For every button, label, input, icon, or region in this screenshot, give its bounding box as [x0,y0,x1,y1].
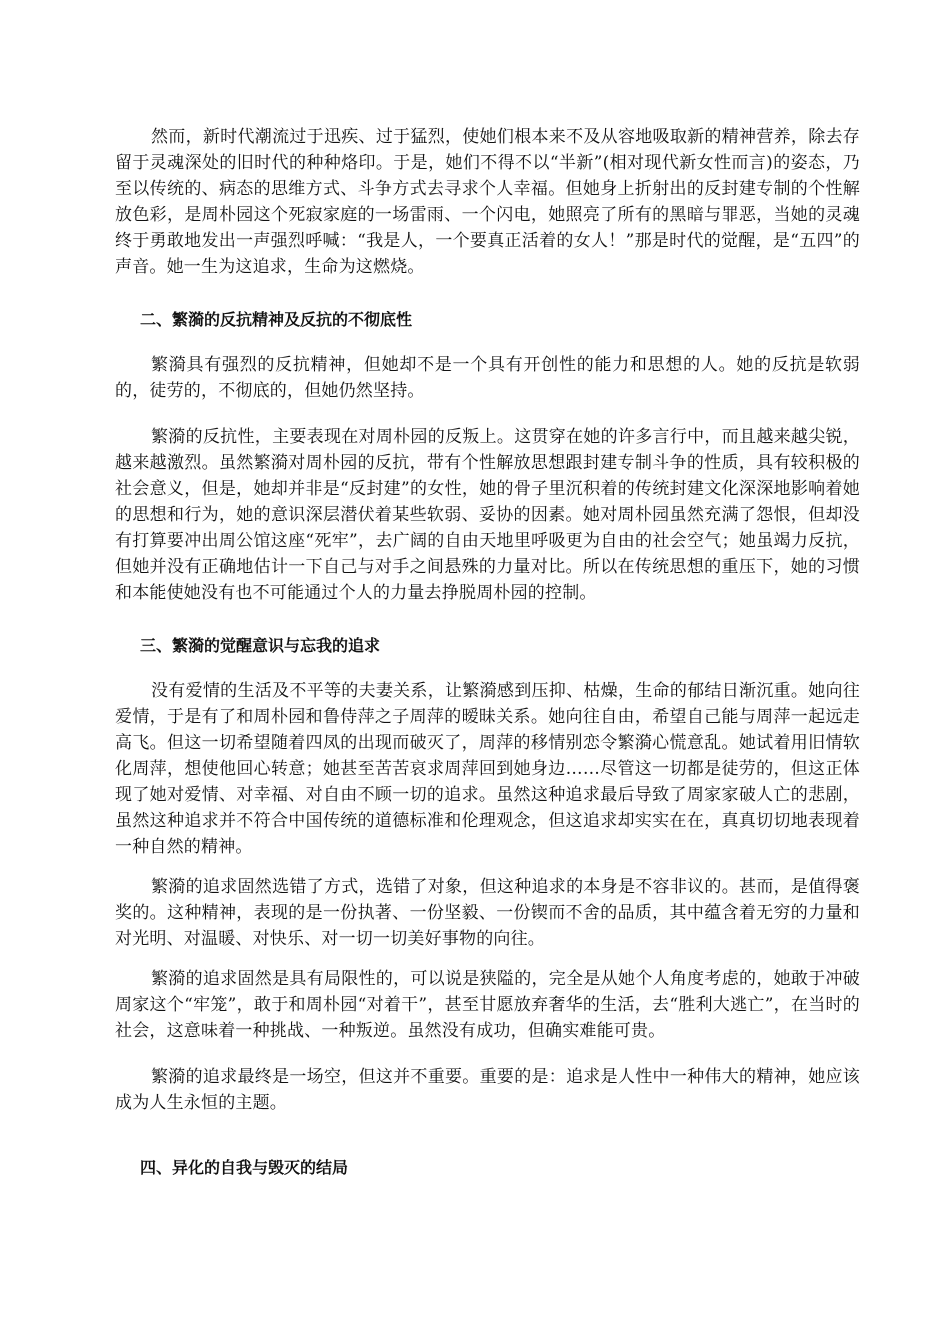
section-2-paragraph-1: 繁漪具有强烈的反抗精神，但她却不是一个具有开创性的能力和思想的人。她的反抗是软弱的，徒劳的，不彻底的，但她仍然坚持。 [115,355,860,401]
section-3-paragraph-4: 繁漪的追求最终是一场空，但这并不重要。重要的是：追求是人性中一种伟大的精神，她应该成为人生永恒的主题。 [115,1067,860,1113]
section-heading-3: 三、繁漪的觉醒意识与忘我的追求 [140,636,381,655]
section-heading-4: 四、异化的自我与毁灭的结局 [140,1158,349,1177]
section-3-paragraph-1: 没有爱情的生活及不平等的夫妻关系，让繁漪感到压抑、枯燥，生命的郁结日渐沉重。她向往爱情，于是有了和周朴园和鲁侍萍之子周萍的暧昧关系。她向往自由，希望自己能与周萍一起远走高飞。但这一切希望随着四凤的出现而破灭了，周萍的移情别恋令繁漪心慌意乱。她试着用旧情软化周萍，想使他回心转意；她甚至苦苦哀求周萍回到她身边……尽管这一切都是徒劳的，但这正体现了她对爱情、对幸福、对自由不顾一切的追求。虽然这种追求最后导致了周家家破人亡的悲剧，虽然这种追求并不符合中国传统的道德标准和伦理观念，但这追求却实实在在，真真切切地表现着一种自然的精神。 [115,681,860,857]
section-2-paragraph-2: 繁漪的反抗性，主要表现在对周朴园的反叛上。这贯穿在她的许多言行中，而且越来越尖锐，越来越激烈。虽然繁漪对周朴园的反抗，带有个性解放思想跟封建专制斗争的性质，具有较积极的社会意义，但是，她却并非是“反封建”的女性，她的骨子里沉积着的传统封建文化深深地影响着她的思想和行为，她的意识深层潜伏着某些软弱、妥协的因素。她对周朴园虽然充满了怨恨，但却没有打算要冲出周公馆这座“死牢”，去广阔的自由天地里呼吸更为自由的社会空气；她虽竭力反抗，但她并没有正确地估计一下自己与对手之间悬殊的力量对比。所以在传统思想的重压下，她的习惯和本能使她没有也不可能通过个人的力量去挣脱周朴园的控制。 [115,427,860,603]
section-3-paragraph-2: 繁漪的追求固然选错了方式，选错了对象，但这种追求的本身是不容非议的。甚而，是值得褒奖的。这种精神，表现的是一份执著、一份坚毅、一份锲而不舍的品质，其中蕴含着无穷的力量和对光明、对温暖、对快乐、对一切一切美好事物的向往。 [115,877,860,949]
section-heading-2: 二、繁漪的反抗精神及反抗的不彻底性 [140,310,413,329]
intro-paragraph: 然而，新时代潮流过于迅疾、过于猛烈，使她们根本来不及从容地吸取新的精神营养，除去存留于灵魂深处的旧时代的种种烙印。于是，她们不得不以“半新”(相对现代新女性而言)的姿态，乃至以传统的、病态的思维方式、斗争方式去寻求个人幸福。但她身上折射出的反封建专制的个性解放色彩，是周朴园这个死寂家庭的一场雷雨、一个闪电，她照亮了所有的黑暗与罪恶，当她的灵魂终于勇敢地发出一声强烈呼喊：“我是人，一个要真正活着的女人！”那是时代的觉醒，是“五四”的声音。她一生为这追求，生命为这燃烧。 [115,127,860,277]
document-body [115,124,860,1180]
section-3-paragraph-3: 繁漪的追求固然是具有局限性的，可以说是狭隘的，完全是从她个人角度考虑的，她敢于冲破周家这个“牢笼”，敢于和周朴园“对着干”，甚至甘愿放弃奢华的生活，去“胜利大逃亡”，在当时的社会，这意味着一种挑战、一种叛逆。虽然没有成功，但确实难能可贵。 [115,969,860,1041]
